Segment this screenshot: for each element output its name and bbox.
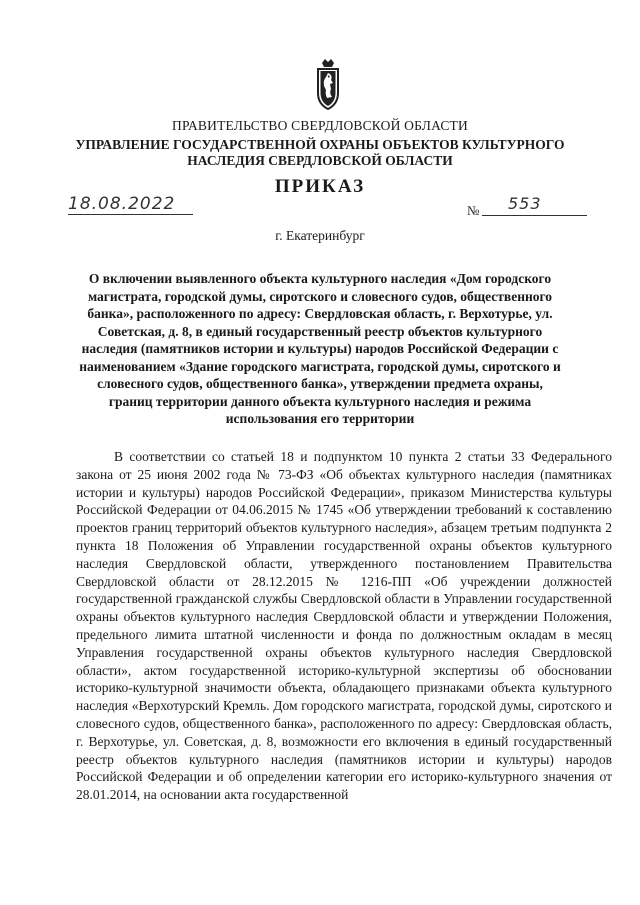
document-type: ПРИКАЗ (274, 176, 366, 197)
number-label: № (467, 203, 480, 218)
date-underline (68, 214, 193, 215)
order-subject: О включении выявленного объекта культурного наследия «Дом городского магистрата, городской думы, сиротского и словесного судов, общественного банка», расположенного по адресу: Свердловская область, г. Верхотурье, ул. Советская, д. 8, в единый государственный реестр объектов культурного наследия (памятников истории и культуры) народов Российской Федерации с наименованием «Здание городского магистрата, городской думы, сиротского и словесного судов, общественного банка», утверждении предмета охраны, границ территории данного объекта культурного наследия и режима использования его территории (79, 271, 561, 426)
body-paragraph: В соответствии со статьей 18 и подпунктом 10 пункта 2 статьи 33 Федерального закона от 25 июня 2002 года № 73-ФЗ «Об объектах культурного наследия (памятниках истории и культуры) народов Российской Федерации», приказом Министерства культуры Российской Федерации от 04.06.2015 № 1745 «Об утверждении требований к составлению проектов границ территорий объектов культурного наследия», абзацем третьим подпункта 2 пункта 18 Положения об Управлении государственной охраны объектов культурного наследия Свердловской области, утвержденного постановлением Правительства Свердловской области от 28.12.2015 № 1216-ПП «Об учреждении должностей государственной гражданской службы Свердловской области в Управлении государственной охраны объектов культурного наследия Свердловской области и утверждении Положения, предельного лимита штатной численности и фонда по должностным окладам в месяц Управления государственной охраны объектов культурного наследия Свердловской области», актом государственной историко-культурной экспертизы об обосновании историко-культурной значимости объекта, обладающего признаками объекта культурного наследия «Верхотурский Кремль. Дом городского магистрата, городской думы, сиротского и словесного судов, общественного банка», расположенного по адресу: Свердловская область, г. Верхотурье, ул. Советская, д. 8, возможности его включения в единый государственный реестр объектов культурного наследия (памятников истории и культуры) народов Российской Федерации и об определении категории его историко-культурного значения от 28.01.2014, на основании акта государственной (76, 449, 612, 803)
order-date: 18.08.2022 (68, 194, 176, 214)
government-name: ПРАВИТЕЛЬСТВО СВЕРДЛОВСКОЙ ОБЛАСТИ (172, 118, 468, 133)
department-name: УПРАВЛЕНИЕ ГОСУДАРСТВЕННОЙ ОХРАНЫ ОБЪЕКТОВ КУЛЬТУРНОГО НАСЛЕДИЯ СВЕРДЛОВСКОЙ ОБЛАСТИ (75, 137, 565, 168)
coat-of-arms-icon (312, 57, 344, 111)
order-number: 553 (508, 194, 542, 213)
number-underline (482, 215, 587, 216)
city: г. Екатеринбург (275, 228, 365, 243)
